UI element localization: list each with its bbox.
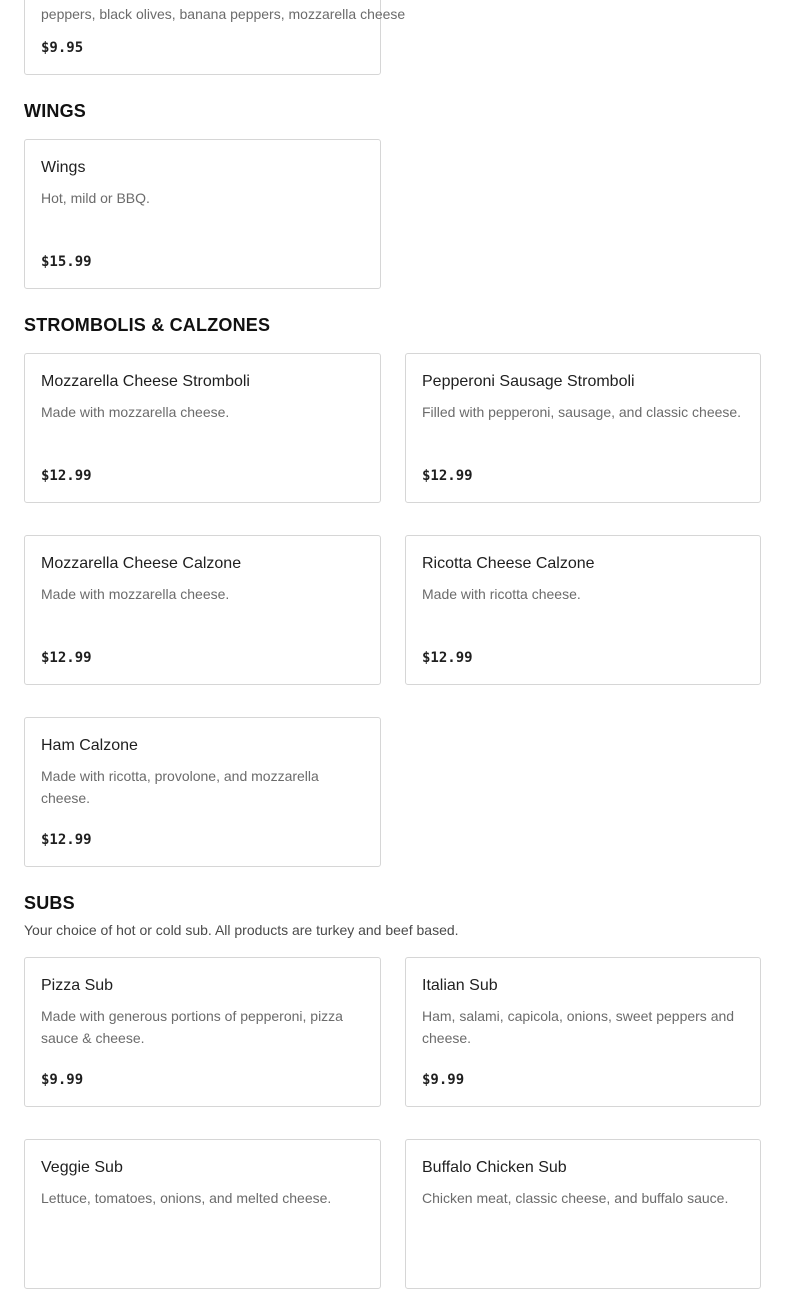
menu-item-description: Filled with pepperoni, sausage, and classic cheese. bbox=[422, 404, 742, 420]
menu-item-description: peppers, black olives, banana peppers, mozzarella cheese bbox=[41, 6, 406, 22]
menu-item-price: $12.99 bbox=[422, 468, 473, 484]
menu-item-card[interactable] bbox=[24, 139, 381, 289]
menu-item-name: Ricotta Cheese Calzone bbox=[422, 555, 595, 572]
menu-item-price: $9.95 bbox=[41, 40, 84, 56]
menu-item-card[interactable] bbox=[24, 1139, 381, 1289]
menu-item-name: Mozzarella Cheese Calzone bbox=[41, 555, 242, 572]
menu-item-card[interactable] bbox=[405, 1139, 761, 1289]
menu-item-description: Lettuce, tomatoes, onions, and melted cheese. bbox=[41, 1190, 332, 1206]
menu-item-price: $9.99 bbox=[41, 1072, 84, 1088]
menu-item-description: Made with ricotta cheese. bbox=[422, 586, 581, 602]
section-description: Your choice of hot or cold sub. All products are turkey and beef based. bbox=[24, 922, 459, 938]
menu-item-description: Chicken meat, classic cheese, and buffalo sauce. bbox=[422, 1190, 729, 1206]
menu-item-description: Made with generous portions of pepperoni, pizza sauce & cheese. bbox=[41, 1008, 343, 1046]
menu-item-card[interactable] bbox=[24, 535, 381, 685]
section-title-strombolis-calzones: STROMBOLIS & CALZONES bbox=[24, 315, 271, 335]
menu-item-card[interactable] bbox=[24, 717, 381, 867]
menu-item-card[interactable] bbox=[405, 957, 761, 1107]
section-title-wings: WINGS bbox=[24, 101, 86, 121]
menu-item-price: $15.99 bbox=[41, 254, 92, 270]
menu-item-price: $12.99 bbox=[41, 832, 92, 848]
menu-item-name: Pepperoni Sausage Stromboli bbox=[422, 373, 635, 390]
menu-item-card[interactable] bbox=[24, 957, 381, 1107]
menu-item-description: Hot, mild or BBQ. bbox=[41, 190, 150, 206]
menu-item-card[interactable] bbox=[24, 353, 381, 503]
menu-item-description: Made with mozzarella cheese. bbox=[41, 586, 230, 602]
menu-item-card[interactable] bbox=[405, 353, 761, 503]
menu-item-description: Made with mozzarella cheese. bbox=[41, 404, 230, 420]
menu-item-name: Pizza Sub bbox=[41, 977, 114, 994]
menu-item-price: $12.99 bbox=[41, 468, 92, 484]
menu-item-description: Ham, salami, capicola, onions, sweet peppers and cheese. bbox=[422, 1008, 735, 1046]
menu-item-name: Ham Calzone bbox=[41, 737, 138, 754]
menu-item-price: $12.99 bbox=[41, 650, 92, 666]
section-title-subs: SUBS bbox=[24, 893, 75, 913]
menu-item-name: Mozzarella Cheese Stromboli bbox=[41, 373, 250, 390]
menu-item-name: Wings bbox=[41, 159, 86, 176]
menu-item-card[interactable] bbox=[405, 535, 761, 685]
menu-item-name: Veggie Sub bbox=[41, 1159, 123, 1176]
menu-item-name: Italian Sub bbox=[422, 977, 498, 994]
menu-item-card[interactable] bbox=[24, 0, 406, 75]
menu-item-description: Made with ricotta, provolone, and mozzarella cheese. bbox=[41, 768, 319, 806]
menu-item-price: $12.99 bbox=[422, 650, 473, 666]
menu-item-name: Buffalo Chicken Sub bbox=[422, 1159, 567, 1176]
menu-item-price: $9.99 bbox=[422, 1072, 465, 1088]
